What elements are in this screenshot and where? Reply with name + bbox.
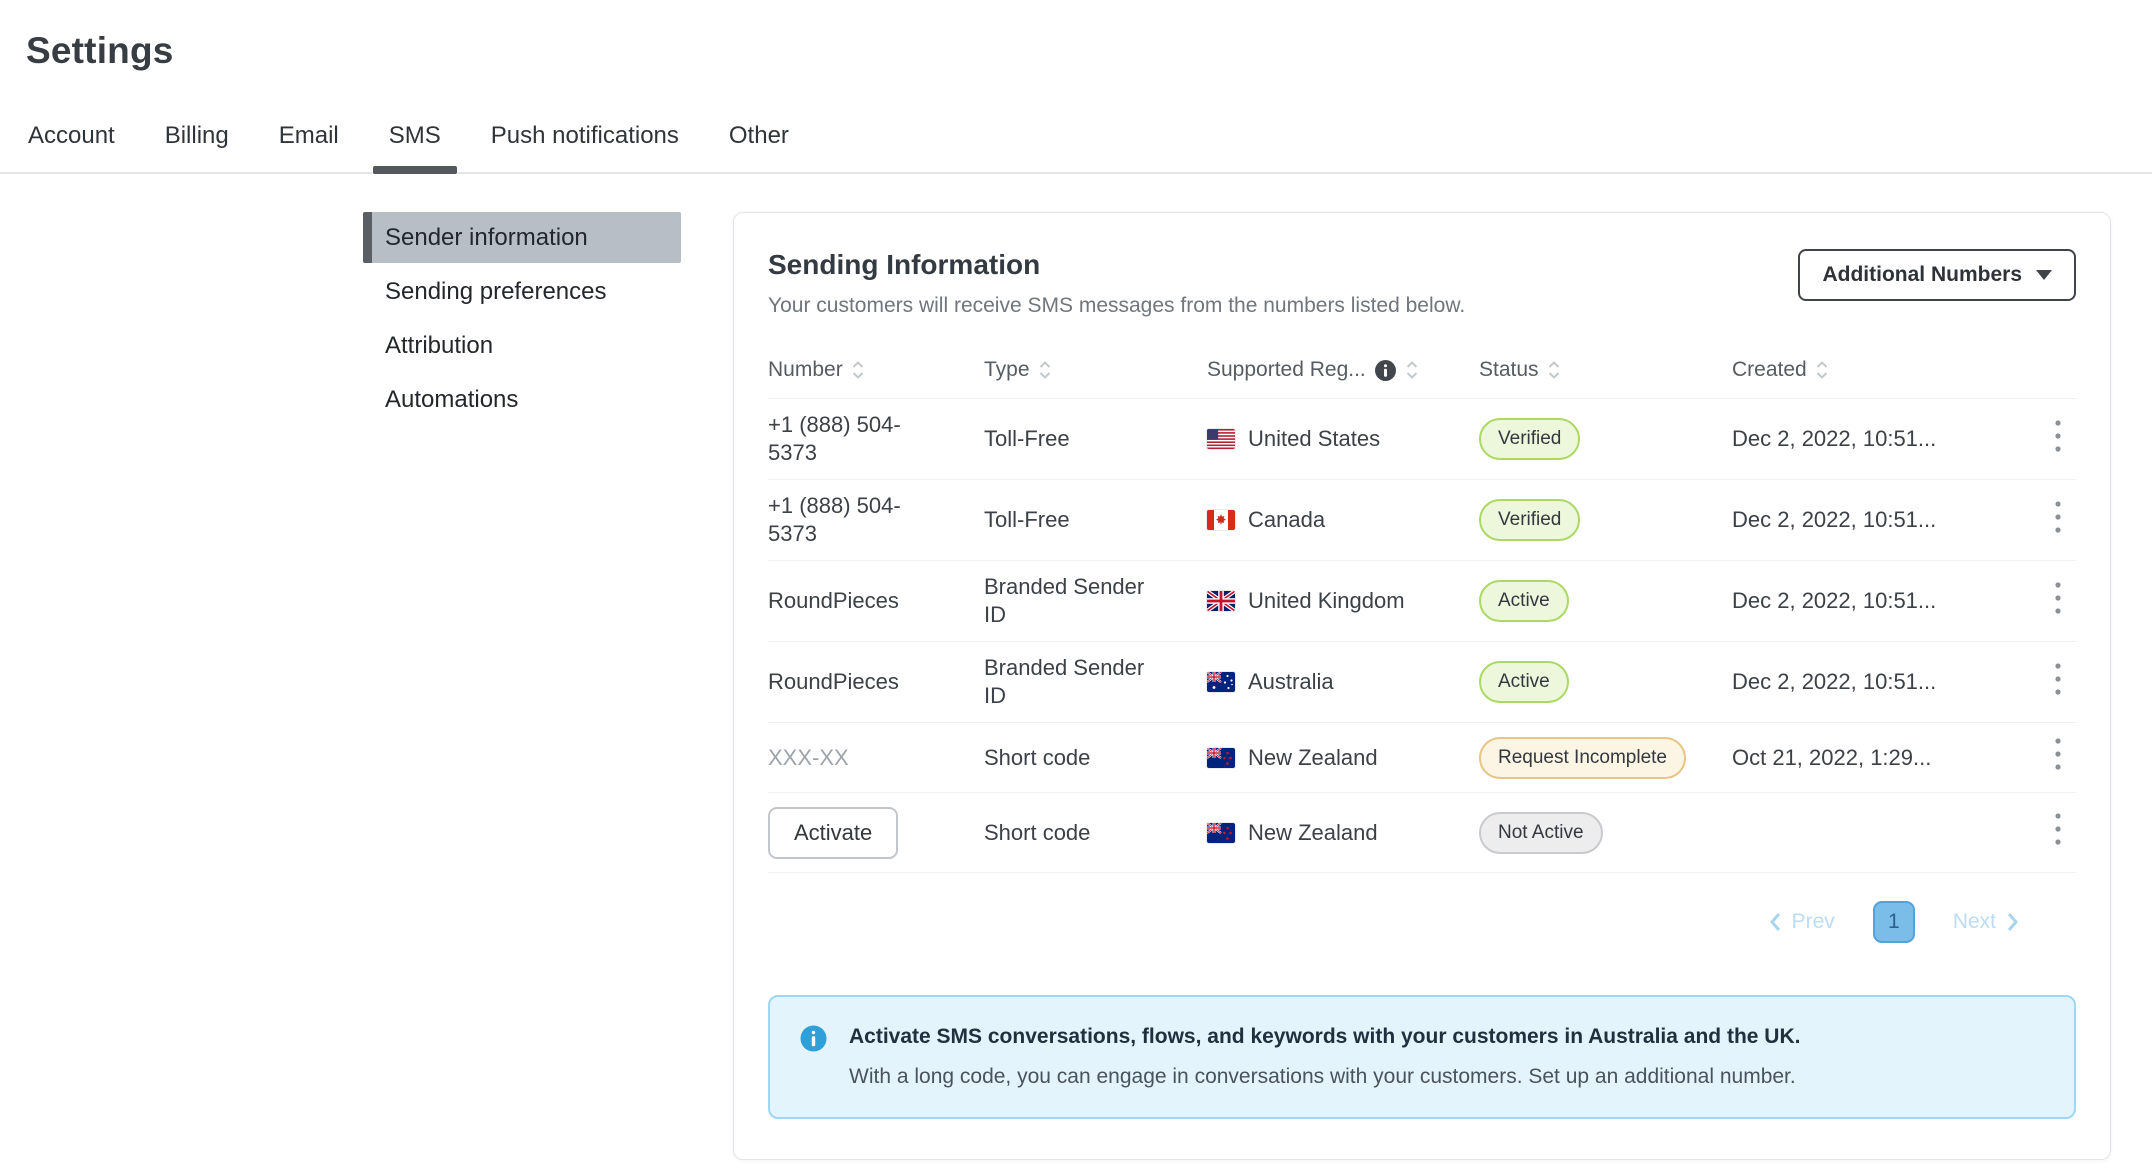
sort-icon[interactable] [1038,358,1052,382]
flag-new-zealand-icon [1207,823,1235,843]
region-cell: New Zealand [1207,744,1479,772]
sidebar-item-sender-information[interactable]: Sender information [363,212,681,263]
pagination-prev-button[interactable]: Prev [1768,910,1835,934]
tab-account[interactable]: Account [28,122,115,149]
created-cell: Dec 2, 2022, 10:51... [1732,669,1937,694]
banner-title: Activate SMS conversations, flows, and keywords with your customers in Australia and the UK. [849,1025,1801,1048]
status-badge: Request Incomplete [1479,737,1686,779]
region-cell: Canada [1207,506,1479,534]
status-badge: Active [1479,661,1569,703]
type-cell: Short code [984,819,1091,845]
card-title: Sending Information [768,249,1041,280]
chevron-right-icon [2006,911,2020,933]
chevron-left-icon [1768,911,1782,933]
row-actions-kebab-icon[interactable] [2054,580,2076,623]
status-cell [1479,661,1732,703]
chevron-down-icon [2036,270,2052,280]
table-row [768,398,2076,479]
number-cell: RoundPieces [768,669,899,694]
flag-united-states-icon [1207,429,1235,449]
number-cell: +1 (888) 504-5373 [768,493,901,546]
banner-body: With a long code, you can engage in conversations with your customers. Set up an additional number. [849,1065,1796,1088]
info-icon [800,1025,827,1052]
card-subtitle: Your customers will receive SMS messages from the numbers listed below. [768,294,1466,317]
row-actions-kebab-icon[interactable] [2054,499,2076,542]
status-cell [1479,580,1732,622]
column-header-created[interactable]: Created [1732,358,1994,382]
number-cell: RoundPieces [768,588,899,613]
flag-united-kingdom-icon [1207,591,1235,611]
page-title: Settings [26,30,174,71]
type-cell: Toll-Free [984,426,1070,451]
column-header-type[interactable]: Type [984,358,1207,382]
status-badge: Verified [1479,499,1580,541]
column-header-number[interactable]: Number [768,358,984,382]
number-cell: XXX-XX [768,744,849,770]
sidebar-item-automations[interactable]: Automations [385,385,519,413]
table-row [768,792,2076,872]
card-header [768,249,2076,318]
status-cell [1479,737,1732,779]
region-cell: United States [1207,425,1479,453]
created-cell: Dec 2, 2022, 10:51... [1732,426,1937,451]
sms-settings-sidebar [363,212,681,428]
row-actions-kebab-icon[interactable] [2054,811,2076,854]
card-header-text [768,249,1465,318]
flag-canada-icon [1207,510,1235,530]
type-cell: Branded Sender ID [984,655,1145,708]
pagination-page-1-button[interactable]: 1 [1873,901,1915,943]
sort-icon[interactable] [1405,358,1419,382]
tab-billing[interactable]: Billing [164,122,229,149]
status-badge: Not Active [1479,812,1603,854]
table-row [768,560,2076,641]
row-actions-kebab-icon[interactable] [2054,418,2076,461]
tab-email[interactable]: Email [278,122,339,149]
sidebar-item-sending-preferences[interactable]: Sending preferences [385,277,607,305]
status-cell [1479,812,1732,854]
content-area [0,212,2152,1160]
tab-other[interactable]: Other [728,122,789,149]
tab-sms[interactable]: SMS [387,112,443,172]
column-header-supported-region[interactable]: Supported Reg... [1207,358,1479,382]
status-badge: Active [1479,580,1569,622]
pagination-next-button[interactable]: Next [1953,910,2020,934]
region-cell: Australia [1207,668,1479,696]
flag-new-zealand-icon [1207,748,1235,768]
table-row [768,479,2076,560]
type-cell: Branded Sender ID [984,574,1145,627]
info-icon[interactable] [1374,359,1397,382]
pagination [768,901,2076,943]
row-actions-kebab-icon[interactable] [2054,661,2076,704]
region-cell: New Zealand [1207,819,1479,847]
tab-push-notifications[interactable]: Push notifications [490,122,679,149]
status-badge: Verified [1479,418,1580,460]
number-cell: +1 (888) 504-5373 [768,412,901,465]
table-row [768,722,2076,792]
sidebar-item-attribution[interactable]: Attribution [385,331,494,359]
additional-numbers-button[interactable] [1798,249,2076,301]
status-cell [1479,499,1732,541]
info-banner [768,995,2076,1119]
sending-information-card [733,212,2111,1160]
banner-text [849,1023,1800,1091]
flag-australia-icon [1207,672,1235,692]
type-cell: Toll-Free [984,507,1070,532]
created-cell: Oct 21, 2022, 1:29... [1732,744,1932,770]
created-cell: Dec 2, 2022, 10:51... [1732,588,1937,613]
sort-icon[interactable] [1815,358,1829,382]
region-cell: United Kingdom [1207,587,1479,615]
table-header-row [768,344,2076,398]
table-row [768,641,2076,722]
sort-icon[interactable] [851,358,865,382]
column-header-status[interactable]: Status [1479,358,1732,382]
page-header [0,0,2152,72]
type-cell: Short code [984,744,1091,770]
settings-tab-bar [0,112,2152,174]
created-cell: Dec 2, 2022, 10:51... [1732,507,1937,532]
row-actions-kebab-icon[interactable] [2054,736,2076,779]
number-cell [768,807,928,859]
status-cell [1479,418,1732,460]
additional-numbers-label: Additional Numbers [1822,263,2022,286]
sort-icon[interactable] [1547,358,1561,382]
sender-numbers-table [768,344,2076,873]
activate-button[interactable]: Activate [768,807,898,859]
